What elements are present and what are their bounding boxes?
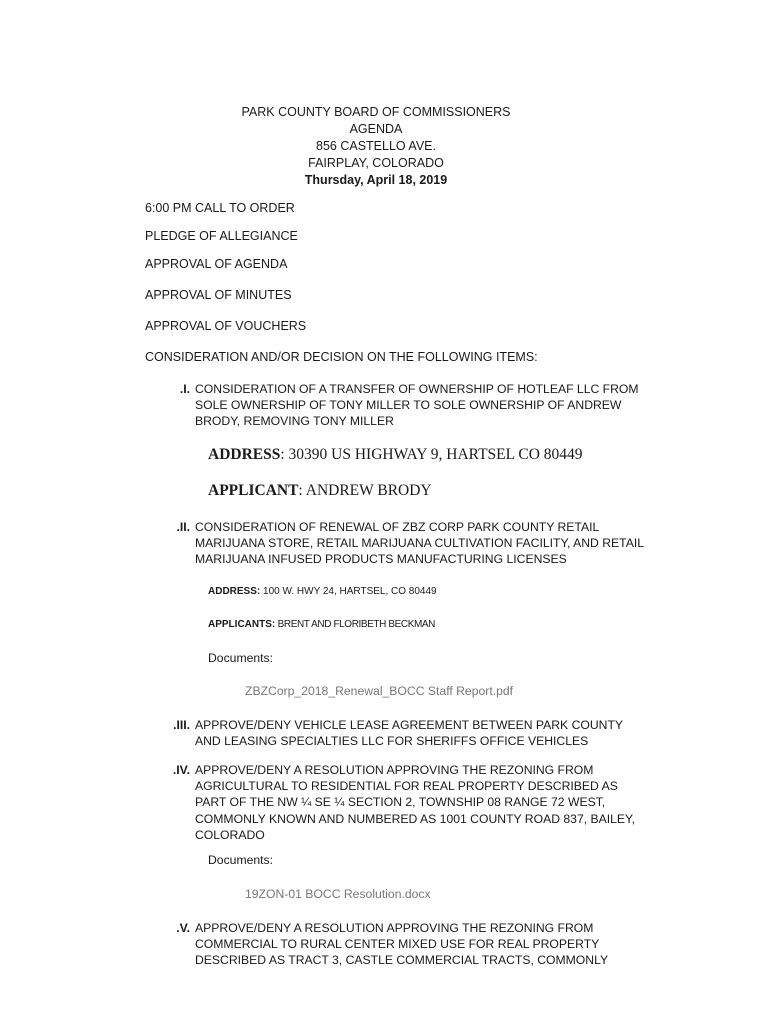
item-number: .IV. xyxy=(172,763,190,777)
agenda-item-2 xyxy=(165,519,645,568)
item-1-applicant xyxy=(208,482,432,500)
item-number: .I. xyxy=(179,382,190,396)
item-number: .III. xyxy=(173,718,190,732)
agenda-header xyxy=(0,104,752,189)
agenda-item-1 xyxy=(165,381,645,430)
applicant-value: : ANDREW BRODY xyxy=(298,482,432,499)
item-text: APPROVE/DENY VEHICLE LEASE AGREEMENT BETWEEN PARK COUNTY AND LEASING SPECIALTIES LLC FOR SHERIFFS OFFICE VEHICLES xyxy=(195,718,623,749)
item-text: CONSIDERATION OF A TRANSFER OF OWNERSHIP OF HOTLEAF LLC FROM SOLE OWNERSHIP OF TONY MILLER TO SOLE OWNERSHIP OF ANDREW BRODY, REMOVING TONY MILLER xyxy=(195,382,639,429)
applicant-value: BRENT AND FLORIBETH BECKMAN xyxy=(275,619,435,630)
item-text: APPROVE/DENY A RESOLUTION APPROVING THE REZONING FROM COMMERCIAL TO RURAL CENTER MIXED USE FOR REAL PROPERTY DESCRIBED AS TRACT 3, CASTLE COMMERCIAL TRACTS, COMMONLY xyxy=(195,921,609,968)
approval-of-vouchers: APPROVAL OF VOUCHERS xyxy=(145,319,307,333)
consideration-heading: CONSIDERATION AND/OR DECISION ON THE FOLLOWING ITEMS: xyxy=(145,350,538,364)
item-1-address xyxy=(208,446,583,464)
agenda-item-3 xyxy=(165,717,645,749)
item-4-documents-label: Documents: xyxy=(208,853,274,867)
applicant-label: APPLICANTS: xyxy=(208,619,276,630)
document-link[interactable]: 19ZON-01 BOCC Resolution.docx xyxy=(245,887,431,901)
address-label: ADDRESS xyxy=(208,446,281,463)
item-text: CONSIDERATION OF RENEWAL OF ZBZ CORP PARK COUNTY RETAIL MARIJUANA STORE, RETAIL MARIJUANA CULTIVATION FACILITY, AND RETAIL MARIJUANA INFUSED PRODUCTS MANUFACTURING LICENSES xyxy=(195,520,644,567)
applicant-label: APPLICANT xyxy=(208,482,299,499)
approval-of-minutes: APPROVAL OF MINUTES xyxy=(145,288,292,302)
item-2-applicant xyxy=(208,619,435,630)
agenda-item-4 xyxy=(165,762,645,843)
page-title: AGENDA xyxy=(349,122,403,136)
meeting-date: Thursday, April 18, 2019 xyxy=(304,173,448,187)
approval-of-agenda: APPROVAL OF AGENDA xyxy=(145,257,288,271)
document-link[interactable]: ZBZCorp_2018_Renewal_BOCC Staff Report.pdf xyxy=(245,684,514,698)
item-2-address xyxy=(208,586,437,597)
pledge-of-allegiance: PLEDGE OF ALLEGIANCE xyxy=(145,229,298,243)
item-number: .V. xyxy=(176,921,190,935)
org-name: PARK COUNTY BOARD OF COMMISSIONERS xyxy=(241,105,511,119)
item-2-documents-label: Documents: xyxy=(208,651,274,665)
call-to-order: 6:00 PM CALL TO ORDER xyxy=(145,201,295,215)
item-number: .II. xyxy=(176,520,190,534)
agenda-item-5 xyxy=(165,920,645,969)
address-value: 100 W. HWY 24, HARTSEL, CO 80449 xyxy=(260,586,437,597)
address-value: : 30390 US HIGHWAY 9, HARTSEL CO 80449 xyxy=(280,446,583,463)
item-text: APPROVE/DENY A RESOLUTION APPROVING THE REZONING FROM AGRICULTURAL TO RESIDENTIAL FOR REAL PROPERTY DESCRIBED AS PART OF THE NW ¼ SE ¼ SECTION 2, TOWNSHIP 08 RANGE 72 WEST, COMMONLY KNOWN AND NUMBERED AS 1001 COUNTY ROAD 837, BAILEY, COLORADO xyxy=(195,763,636,842)
address-label: ADDRESS: xyxy=(208,586,261,597)
header-city: FAIRPLAY, COLORADO xyxy=(308,156,444,170)
header-address: 856 CASTELLO AVE. xyxy=(316,139,436,153)
